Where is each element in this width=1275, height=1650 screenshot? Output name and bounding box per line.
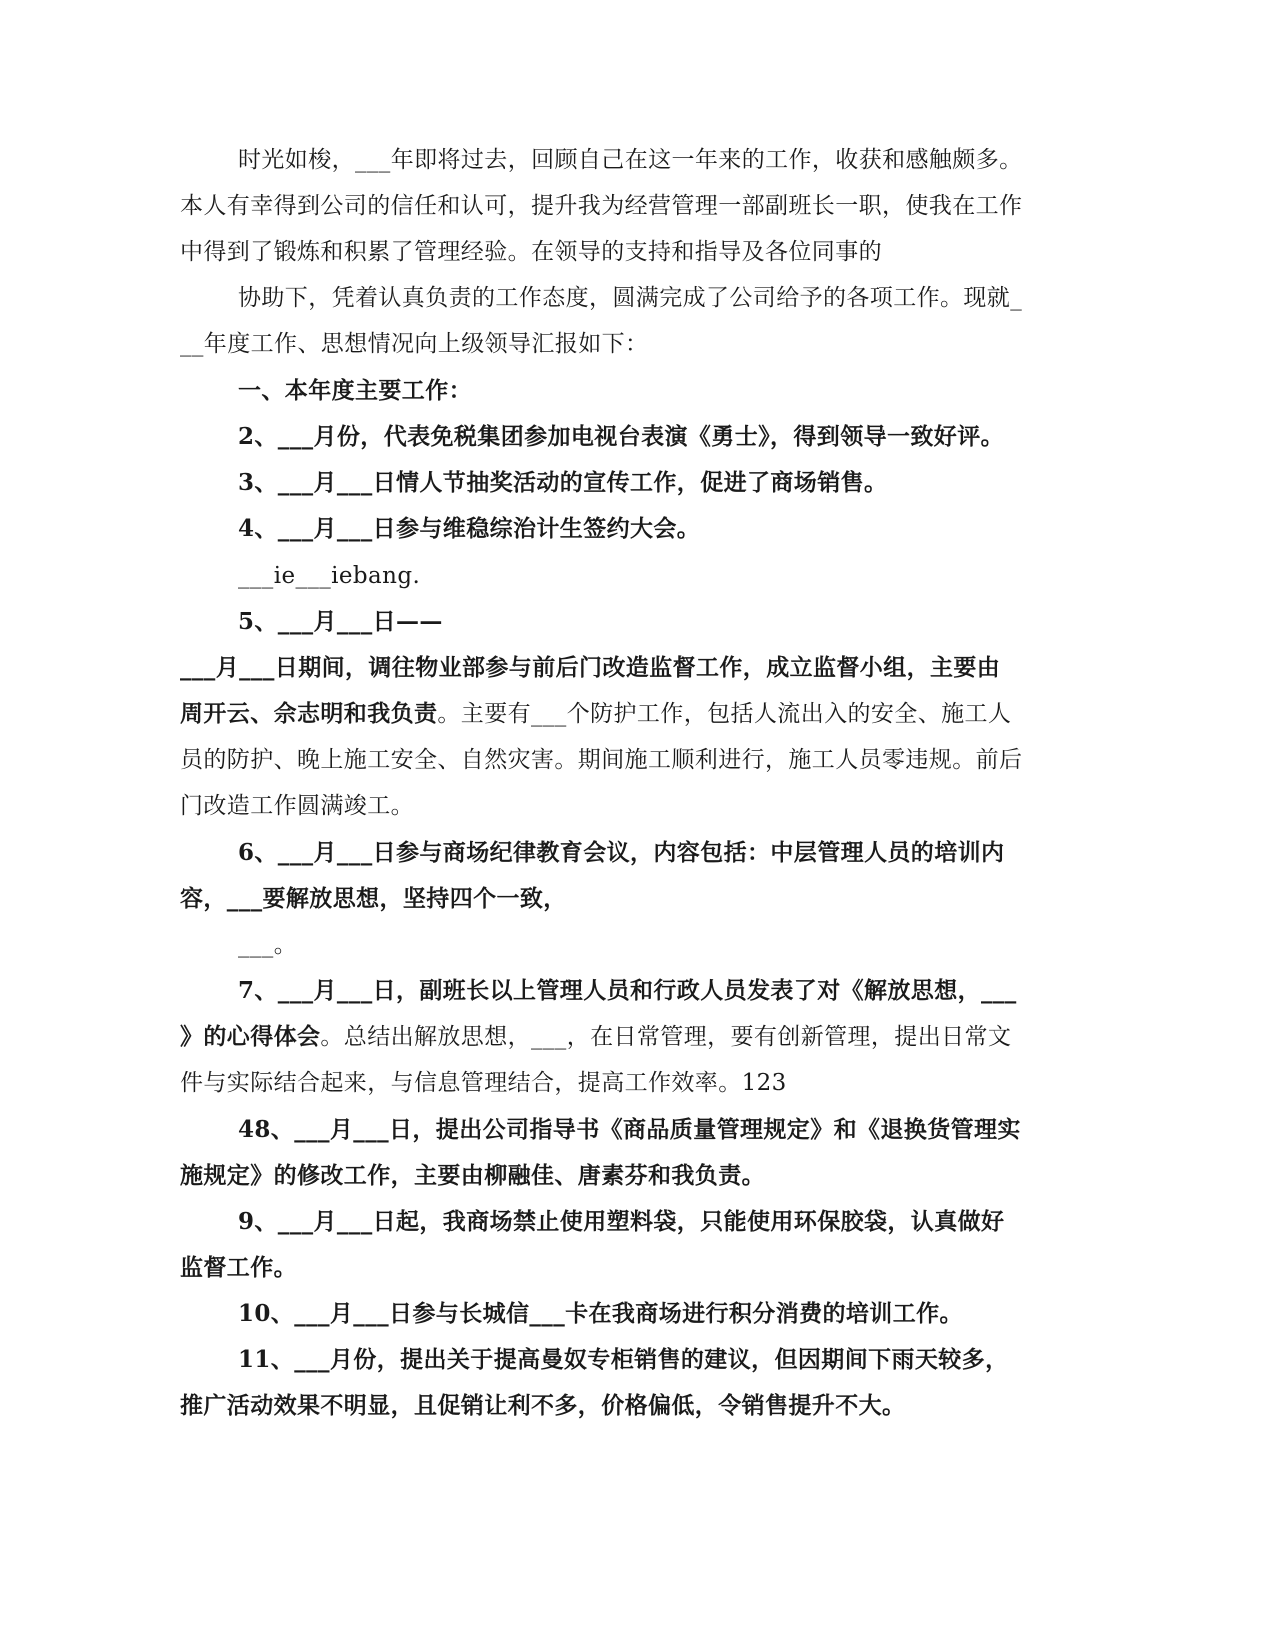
paragraph-line: 门改造工作圆满竣工。: [180, 793, 414, 819]
normal-segment: 。总结出解放思想，___，在日常管理，要有创新管理，提出日常文: [320, 1024, 1012, 1050]
list-item-continuation: 推广活动效果不明显，且促销让利不多，价格偏低，令销售提升不大。: [180, 1392, 906, 1419]
paragraph-line: 中得到了锻炼和积累了管理经验。在领导的支持和指导及各位同事的: [180, 239, 882, 265]
paragraph-line: __年度工作、思想情况向上级领导汇报如下：: [180, 331, 649, 357]
paragraph-line: ___。: [238, 932, 298, 958]
list-item-continuation: 监督工作。: [180, 1254, 297, 1281]
list-item: 4、___月___日参与维稳综治计生签约大会。: [238, 515, 701, 542]
list-item: 5、___月___日——: [238, 608, 443, 635]
list-item-continuation: [180, 1022, 1011, 1052]
list-item: 3、___月___日情人节抽奖活动的宣传工作，促进了商场销售。: [238, 469, 888, 496]
list-item: 9、___月___日起，我商场禁止使用塑料袋，只能使用环保胶袋，认真做好: [238, 1208, 1005, 1235]
bold-segment: 周开云、佘志明和我负责: [180, 700, 438, 727]
paragraph-line: 时光如梭，___年即将过去，回顾自己在这一年来的工作，收获和感触颇多。: [238, 147, 1023, 173]
paragraph-line: 件与实际结合起来，与信息管理结合，提高工作效率。123: [180, 1070, 787, 1096]
list-item: 7、___月___日，副班长以上管理人员和行政人员发表了对《解放思想，___: [238, 977, 1017, 1004]
list-item: 11、___月份，提出关于提高曼奴专柜销售的建议，但因期间下雨天较多，: [238, 1346, 1009, 1373]
paragraph-line: 协助下，凭着认真负责的工作态度，圆满完成了公司给予的各项工作。现就_: [238, 285, 1023, 311]
list-item: 2、___月份，代表免税集团参加电视台表演《勇士》，得到领导一致好评。: [238, 423, 1005, 450]
paragraph-line: ___ie___iebang.: [238, 563, 421, 589]
list-item: 10、___月___日参与长城信___卡在我商场进行积分消费的培训工作。: [238, 1300, 963, 1327]
section-heading: 一、本年度主要工作：: [238, 377, 472, 404]
paragraph-line: 本人有幸得到公司的信任和认可，提升我为经营管理一部副班长一职，使我在工作: [180, 193, 1023, 219]
normal-segment: 。主要有___个防护工作，包括人流出入的安全、施工人: [437, 701, 1012, 727]
paragraph-line: 员的防护、晚上施工安全、自然灾害。期间施工顺利进行，施工人员零违规。前后: [180, 747, 1023, 773]
list-item-continuation: 容，___要解放思想，坚持四个一致，: [180, 885, 567, 912]
list-item-continuation: ___月___日期间，调往物业部参与前后门改造监督工作，成立监督小组，主要由: [180, 654, 1001, 681]
bold-segment: 》的心得体会: [180, 1023, 321, 1050]
list-item: 6、___月___日参与商场纪律教育会议，内容包括：中层管理人员的培训内: [238, 839, 1005, 866]
list-item: 48、___月___日，提出公司指导书《商品质量管理规定》和《退换货管理实: [238, 1116, 1021, 1143]
list-item-continuation: 施规定》的修改工作，主要由柳融佳、唐素芬和我负责。: [180, 1162, 765, 1189]
list-item-continuation: [180, 699, 1011, 729]
